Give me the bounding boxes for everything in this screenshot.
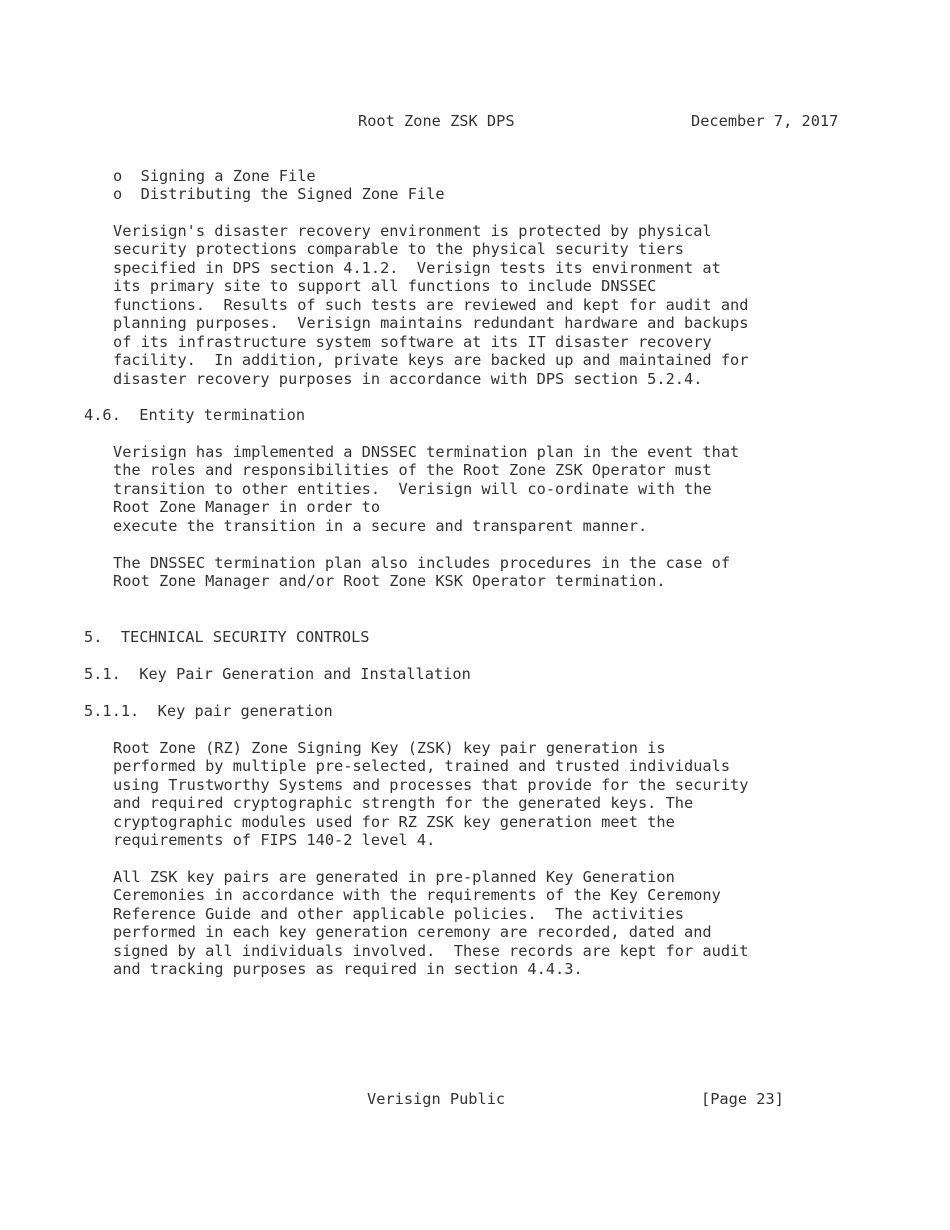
section-heading-key-pair-generation: 5.1.1. Key pair generation bbox=[84, 702, 333, 720]
section-heading-key-pair-gen-install: 5.1. Key Pair Generation and Installation bbox=[84, 665, 471, 683]
footer-page-number: [Page 23] bbox=[701, 1090, 784, 1108]
paragraph-key-generation: Root Zone (RZ) Zone Signing Key (ZSK) key pair generation is performed by multiple pre-selected, trained and trusted individuals using Trustworthy Systems and processes that provide for the security and required cryptographic strength for the generated keys. The cryptographic modules used for RZ ZSK key generation meet the requirements of FIPS 140-2 level 4. bbox=[113, 739, 749, 850]
bullet-item: o Distributing the Signed Zone File bbox=[113, 185, 445, 203]
paragraph-disaster-recovery: Verisign's disaster recovery environment is protected by physical security protections comparable to the physical security tiers specified in DPS section 4.1.2. Verisign tests its environment at its primary site to support all functions to include DNSSEC functions. Results of such tests are reviewed and kept for audit and planning purposes. Verisign maintains redundant hardware and backups of its infrastructure system software at its IT disaster recovery facility. In addition, private keys are backed up and maintained for disaster recovery purposes in accordance with DPS section 5.2.4. bbox=[113, 222, 749, 388]
section-heading-technical-controls: 5. TECHNICAL SECURITY CONTROLS bbox=[84, 628, 370, 646]
header-date: December 7, 2017 bbox=[691, 112, 839, 130]
header-title: Root Zone ZSK DPS bbox=[358, 112, 515, 130]
section-heading-entity-termination: 4.6. Entity termination bbox=[84, 406, 306, 424]
bullet-item: o Signing a Zone File bbox=[113, 167, 316, 185]
paragraph-termination-procedures: The DNSSEC termination plan also includes procedures in the case of Root Zone Manager and/or Root Zone KSK Operator termination. bbox=[113, 554, 731, 591]
paragraph-key-ceremonies: All ZSK key pairs are generated in pre-planned Key Generation Ceremonies in accordance with the requirements of the Key Ceremony Reference Guide and other applicable policies. The activities performed in each key generation ceremony are recorded, dated and signed by all individuals involved. These records are kept for audit and tracking purposes as required in section 4.4.3. bbox=[113, 868, 749, 979]
footer-label: Verisign Public bbox=[367, 1090, 506, 1108]
paragraph-termination-plan: Verisign has implemented a DNSSEC termination plan in the event that the roles and responsibilities of the Root Zone ZSK Operator must transition to other entities. Verisign will co-ordinate with the Root Zone Manager in order to execute the transition in a secure and transparent manner. bbox=[113, 443, 740, 535]
